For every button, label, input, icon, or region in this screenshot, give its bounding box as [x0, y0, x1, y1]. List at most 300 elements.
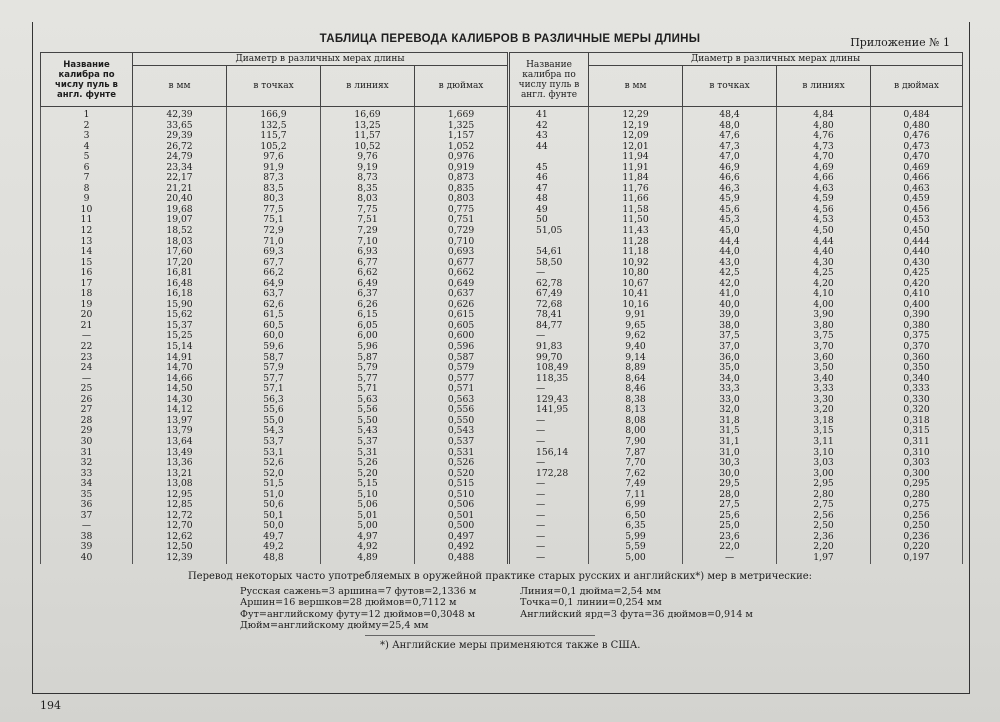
right-cell: 45: [509, 163, 589, 174]
left-cell: 25: [41, 384, 133, 395]
right-cell: 8,38: [589, 395, 683, 406]
right-cell: 4,53: [777, 215, 871, 226]
left-cell: 19: [41, 300, 133, 311]
left-cell: 17,20: [133, 258, 227, 269]
right-cell: —: [509, 331, 589, 342]
right-cell: 36,0: [683, 353, 777, 364]
right-cell: 42,0: [683, 279, 777, 290]
left-cell: 30: [41, 437, 133, 448]
left-cell: 51,5: [227, 479, 321, 490]
left-cell: 6: [41, 163, 133, 174]
right-cell: 0,425: [871, 268, 963, 279]
left-cell: 13,25: [321, 121, 415, 132]
right-cell: 48: [509, 194, 589, 205]
table-row: [41, 437, 963, 448]
table-row: [41, 173, 963, 184]
left-cell: 12,50: [133, 542, 227, 553]
left-cell: 22: [41, 342, 133, 353]
left-cell: 0,579: [415, 363, 509, 374]
right-cell: 0,450: [871, 226, 963, 237]
right-cell: 2,95: [777, 479, 871, 490]
left-cell: 9,19: [321, 163, 415, 174]
footnote-rule: [365, 635, 595, 636]
right-cell: 2,50: [777, 521, 871, 532]
left-cell: 24,79: [133, 152, 227, 163]
table-row: [41, 426, 963, 437]
right-cell: 0,197: [871, 553, 963, 564]
left-cell: 5,79: [321, 363, 415, 374]
table-row: [41, 258, 963, 269]
left-cell: 0,556: [415, 405, 509, 416]
right-cell: —: [509, 521, 589, 532]
left-cell: 0,596: [415, 342, 509, 353]
right-cell: 11,84: [589, 173, 683, 184]
right-cell: —: [683, 553, 777, 564]
right-cell: 6,35: [589, 521, 683, 532]
left-cell: 13,08: [133, 479, 227, 490]
right-cell: 10,67: [589, 279, 683, 290]
right-cell: 4,25: [777, 268, 871, 279]
right-cell: 40,0: [683, 300, 777, 311]
left-cell: 53,1: [227, 448, 321, 459]
left-cell: 0,637: [415, 289, 509, 300]
left-cell: 0,677: [415, 258, 509, 269]
right-cell: [509, 237, 589, 248]
inches-header: в дюймах: [415, 66, 509, 107]
left-cell: 5,06: [321, 500, 415, 511]
right-cell: 9,91: [589, 310, 683, 321]
left-cell: 36: [41, 500, 133, 511]
table-row: [41, 237, 963, 248]
left-cell: 1,669: [415, 107, 509, 121]
table-row: [41, 353, 963, 364]
right-cell: 99,70: [509, 353, 589, 364]
left-cell: 71,0: [227, 237, 321, 248]
left-cell: 13,36: [133, 458, 227, 469]
left-cell: 19,68: [133, 205, 227, 216]
left-cell: 5,96: [321, 342, 415, 353]
left-cell: 15: [41, 258, 133, 269]
left-cell: 37: [41, 511, 133, 522]
left-cell: 0,520: [415, 469, 509, 480]
right-cell: 8,46: [589, 384, 683, 395]
right-cell: 2,20: [777, 542, 871, 553]
left-cell: 5,87: [321, 353, 415, 364]
right-cell: 46,3: [683, 184, 777, 195]
left-cell: 6,37: [321, 289, 415, 300]
right-cell: 41,0: [683, 289, 777, 300]
left-cell: 0,550: [415, 416, 509, 427]
right-cell: 11,50: [589, 215, 683, 226]
right-cell: 0,430: [871, 258, 963, 269]
right-cell: 3,10: [777, 448, 871, 459]
right-cell: 4,59: [777, 194, 871, 205]
left-cell: 49,2: [227, 542, 321, 553]
left-cell: 10: [41, 205, 133, 216]
left-cell: 7: [41, 173, 133, 184]
right-cell: 1,97: [777, 553, 871, 564]
right-cell: 0,320: [871, 405, 963, 416]
right-cell: 47,0: [683, 152, 777, 163]
conversion-line: Точка=0,1 линии=0,254 мм: [520, 597, 662, 609]
right-cell: 33,0: [683, 395, 777, 406]
left-cell: 4,89: [321, 553, 415, 564]
right-cell: 31,0: [683, 448, 777, 459]
left-cell: 50,0: [227, 521, 321, 532]
left-cell: 14,30: [133, 395, 227, 406]
right-cell: —: [509, 458, 589, 469]
table-row: [41, 247, 963, 258]
left-cell: 5,00: [321, 521, 415, 532]
right-cell: 0,466: [871, 173, 963, 184]
left-cell: —: [41, 374, 133, 385]
table-row: [41, 490, 963, 501]
right-cell: 48,0: [683, 121, 777, 132]
left-cell: 62,6: [227, 300, 321, 311]
table-row: [41, 205, 963, 216]
right-cell: 84,77: [509, 321, 589, 332]
left-cell: 6,15: [321, 310, 415, 321]
right-cell: 6,99: [589, 500, 683, 511]
table-row: [41, 511, 963, 522]
right-cell: 0,400: [871, 300, 963, 311]
table-row: [41, 500, 963, 511]
left-cell: 5,43: [321, 426, 415, 437]
right-cell: 45,0: [683, 226, 777, 237]
right-cell: 45,9: [683, 194, 777, 205]
right-cell: 37,5: [683, 331, 777, 342]
left-cell: 35: [41, 490, 133, 501]
right-cell: 7,90: [589, 437, 683, 448]
left-cell: 14,12: [133, 405, 227, 416]
left-cell: 5,15: [321, 479, 415, 490]
left-cell: 57,7: [227, 374, 321, 385]
left-cell: 0,649: [415, 279, 509, 290]
left-cell: 7,10: [321, 237, 415, 248]
left-cell: 34: [41, 479, 133, 490]
right-cell: 0,380: [871, 321, 963, 332]
right-cell: 5,00: [589, 553, 683, 564]
table-row: [41, 194, 963, 205]
right-cell: 9,62: [589, 331, 683, 342]
left-cell: 12,95: [133, 490, 227, 501]
right-cell: 23,6: [683, 532, 777, 543]
right-cell: 4,66: [777, 173, 871, 184]
right-cell: 8,89: [589, 363, 683, 374]
right-cell: 0,480: [871, 121, 963, 132]
table-row: [41, 142, 963, 153]
right-cell: 62,78: [509, 279, 589, 290]
right-cell: 0,330: [871, 395, 963, 406]
left-cell: 7,75: [321, 205, 415, 216]
page-number: 194: [40, 699, 61, 712]
left-cell: 0,571: [415, 384, 509, 395]
left-cell: 56,3: [227, 395, 321, 406]
left-cell: 0,835: [415, 184, 509, 195]
right-cell: 46: [509, 173, 589, 184]
left-cell: 18,52: [133, 226, 227, 237]
right-cell: 91,83: [509, 342, 589, 353]
left-cell: 54,3: [227, 426, 321, 437]
right-cell: 2,75: [777, 500, 871, 511]
table-row: [41, 310, 963, 321]
left-cell: 5,37: [321, 437, 415, 448]
left-cell: 0,537: [415, 437, 509, 448]
diameter-group-header: Диаметр в различных мерах длины: [133, 53, 509, 66]
left-cell: 0,531: [415, 448, 509, 459]
right-cell: —: [509, 268, 589, 279]
left-cell: 67,7: [227, 258, 321, 269]
left-cell: 31: [41, 448, 133, 459]
right-cell: 9,65: [589, 321, 683, 332]
right-cell: 0,456: [871, 205, 963, 216]
left-cell: 15,37: [133, 321, 227, 332]
left-cell: 5,63: [321, 395, 415, 406]
appendix-label: Приложение № 1: [850, 36, 950, 49]
table-row: [41, 342, 963, 353]
right-cell: 0,463: [871, 184, 963, 195]
right-cell: —: [509, 437, 589, 448]
right-cell: —: [509, 490, 589, 501]
right-cell: —: [509, 384, 589, 395]
right-cell: 0,300: [871, 469, 963, 480]
left-cell: 53,7: [227, 437, 321, 448]
left-cell: 11,57: [321, 131, 415, 142]
left-cell: 83,5: [227, 184, 321, 195]
left-cell: 5,20: [321, 469, 415, 480]
right-cell: 11,94: [589, 152, 683, 163]
left-cell: 105,2: [227, 142, 321, 153]
right-cell: 10,41: [589, 289, 683, 300]
left-cell: 0,510: [415, 490, 509, 501]
right-cell: 0,275: [871, 500, 963, 511]
left-cell: 0,626: [415, 300, 509, 311]
left-cell: 16,18: [133, 289, 227, 300]
right-cell: 10,92: [589, 258, 683, 269]
left-cell: 13,21: [133, 469, 227, 480]
right-cell: 11,18: [589, 247, 683, 258]
right-cell: 0,459: [871, 194, 963, 205]
right-cell: 7,62: [589, 469, 683, 480]
left-cell: 0,693: [415, 247, 509, 258]
left-cell: 21,21: [133, 184, 227, 195]
right-cell: 5,99: [589, 532, 683, 543]
right-cell: 0,484: [871, 107, 963, 121]
right-cell: 3,60: [777, 353, 871, 364]
conversion-line: Дюйм=английскому дюйму=25,4 мм: [240, 619, 429, 631]
right-cell: —: [509, 426, 589, 437]
right-cell: 0,469: [871, 163, 963, 174]
right-cell: 0,420: [871, 279, 963, 290]
conversion-line: Фут=английскому футу=12 дюймов=0,3048 м: [240, 608, 476, 620]
left-cell: 4: [41, 142, 133, 153]
left-cell: 20,40: [133, 194, 227, 205]
right-cell: 8,64: [589, 374, 683, 385]
left-cell: 0,497: [415, 532, 509, 543]
caliber-name-header-right: Название калибра по числу пуль в англ. фунте: [509, 53, 589, 107]
left-cell: 13,64: [133, 437, 227, 448]
right-cell: 45,3: [683, 215, 777, 226]
right-cell: 4,10: [777, 289, 871, 300]
right-cell: —: [509, 500, 589, 511]
left-cell: 1,157: [415, 131, 509, 142]
right-cell: 67,49: [509, 289, 589, 300]
left-cell: 115,7: [227, 131, 321, 142]
conversions-right: [520, 586, 820, 620]
table-row: [41, 521, 963, 532]
left-cell: 15,14: [133, 342, 227, 353]
conversion-line: Английский ярд=3 фута=36 дюймов=0,914 м: [520, 608, 753, 620]
right-cell: 0,350: [871, 363, 963, 374]
left-cell: 166,9: [227, 107, 321, 121]
left-cell: 87,3: [227, 173, 321, 184]
right-cell: 0,310: [871, 448, 963, 459]
left-cell: 0,488: [415, 553, 509, 564]
right-cell: 12,29: [589, 107, 683, 121]
caliber-table: [40, 52, 963, 564]
table-row: [41, 553, 963, 564]
table-row: [41, 226, 963, 237]
left-cell: 13,79: [133, 426, 227, 437]
right-cell: 108,49: [509, 363, 589, 374]
left-cell: 22,17: [133, 173, 227, 184]
conversion-line: Русская сажень=3 аршина=7 футов=2,1336 м: [240, 586, 477, 597]
right-cell: 0,476: [871, 131, 963, 142]
right-cell: 44: [509, 142, 589, 153]
right-cell: 0,440: [871, 247, 963, 258]
right-cell: 11,58: [589, 205, 683, 216]
left-cell: 11: [41, 215, 133, 226]
right-cell: 3,00: [777, 469, 871, 480]
left-cell: 29: [41, 426, 133, 437]
left-cell: 32: [41, 458, 133, 469]
left-cell: 6,26: [321, 300, 415, 311]
left-cell: 0,615: [415, 310, 509, 321]
right-cell: 4,44: [777, 237, 871, 248]
right-cell: 0,315: [871, 426, 963, 437]
left-cell: 72,9: [227, 226, 321, 237]
left-cell: 52,0: [227, 469, 321, 480]
left-cell: 0,506: [415, 500, 509, 511]
right-cell: 2,80: [777, 490, 871, 501]
right-cell: 0,318: [871, 416, 963, 427]
right-cell: 0,453: [871, 215, 963, 226]
left-cell: 14,70: [133, 363, 227, 374]
left-cell: 0,919: [415, 163, 509, 174]
right-cell: 3,90: [777, 310, 871, 321]
left-cell: 15,90: [133, 300, 227, 311]
left-cell: 59,6: [227, 342, 321, 353]
table-row: [41, 300, 963, 311]
left-cell: 16,69: [321, 107, 415, 121]
left-cell: 0,803: [415, 194, 509, 205]
points-header-right: в точках: [683, 66, 777, 107]
left-cell: 57,1: [227, 384, 321, 395]
right-cell: 6,50: [589, 511, 683, 522]
right-cell: 39,0: [683, 310, 777, 321]
right-cell: 172,28: [509, 469, 589, 480]
right-cell: 0,295: [871, 479, 963, 490]
right-cell: 3,75: [777, 331, 871, 342]
left-cell: 60,0: [227, 331, 321, 342]
left-cell: 75,1: [227, 215, 321, 226]
right-cell: 3,20: [777, 405, 871, 416]
right-cell: 28,0: [683, 490, 777, 501]
right-cell: 0,250: [871, 521, 963, 532]
right-cell: 10,80: [589, 268, 683, 279]
right-cell: 29,5: [683, 479, 777, 490]
left-cell: 60,5: [227, 321, 321, 332]
right-cell: 4,50: [777, 226, 871, 237]
left-cell: 14,50: [133, 384, 227, 395]
right-cell: 4,30: [777, 258, 871, 269]
lines-header: в линиях: [321, 66, 415, 107]
left-cell: 0,873: [415, 173, 509, 184]
left-cell: 23,34: [133, 163, 227, 174]
left-cell: 5,10: [321, 490, 415, 501]
left-cell: 40: [41, 553, 133, 564]
right-cell: 41: [509, 107, 589, 121]
right-cell: 27,5: [683, 500, 777, 511]
right-cell: 33,3: [683, 384, 777, 395]
left-cell: 13,97: [133, 416, 227, 427]
right-cell: 43: [509, 131, 589, 142]
left-cell: 39: [41, 542, 133, 553]
left-cell: 14,66: [133, 374, 227, 385]
points-header: в точках: [227, 66, 321, 107]
right-cell: 5,59: [589, 542, 683, 553]
right-cell: 12,01: [589, 142, 683, 153]
left-cell: 1,325: [415, 121, 509, 132]
right-cell: —: [509, 542, 589, 553]
table-row: [41, 458, 963, 469]
left-cell: 8,73: [321, 173, 415, 184]
right-cell: 25,0: [683, 521, 777, 532]
left-cell: 26: [41, 395, 133, 406]
left-cell: 66,2: [227, 268, 321, 279]
right-cell: 0,236: [871, 532, 963, 543]
right-cell: 8,00: [589, 426, 683, 437]
right-cell: 3,33: [777, 384, 871, 395]
right-cell: 3,80: [777, 321, 871, 332]
right-cell: 45,6: [683, 205, 777, 216]
table-row: [41, 542, 963, 553]
left-cell: —: [41, 521, 133, 532]
right-cell: 156,14: [509, 448, 589, 459]
right-cell: 11,76: [589, 184, 683, 195]
right-cell: 46,6: [683, 173, 777, 184]
table-row: [41, 107, 963, 121]
right-cell: 0,360: [871, 353, 963, 364]
left-cell: 6,49: [321, 279, 415, 290]
right-cell: 11,28: [589, 237, 683, 248]
left-cell: 0,775: [415, 205, 509, 216]
right-cell: 37,0: [683, 342, 777, 353]
left-cell: 0,605: [415, 321, 509, 332]
right-cell: 9,40: [589, 342, 683, 353]
table-row: [41, 532, 963, 543]
table-row: [41, 268, 963, 279]
table-row: [41, 321, 963, 332]
left-cell: 19,07: [133, 215, 227, 226]
left-cell: 7,29: [321, 226, 415, 237]
conversions-left: [240, 586, 520, 631]
left-cell: 26,72: [133, 142, 227, 153]
right-cell: 3,11: [777, 437, 871, 448]
table-body: [41, 107, 963, 564]
left-cell: 13: [41, 237, 133, 248]
left-cell: 50,6: [227, 500, 321, 511]
